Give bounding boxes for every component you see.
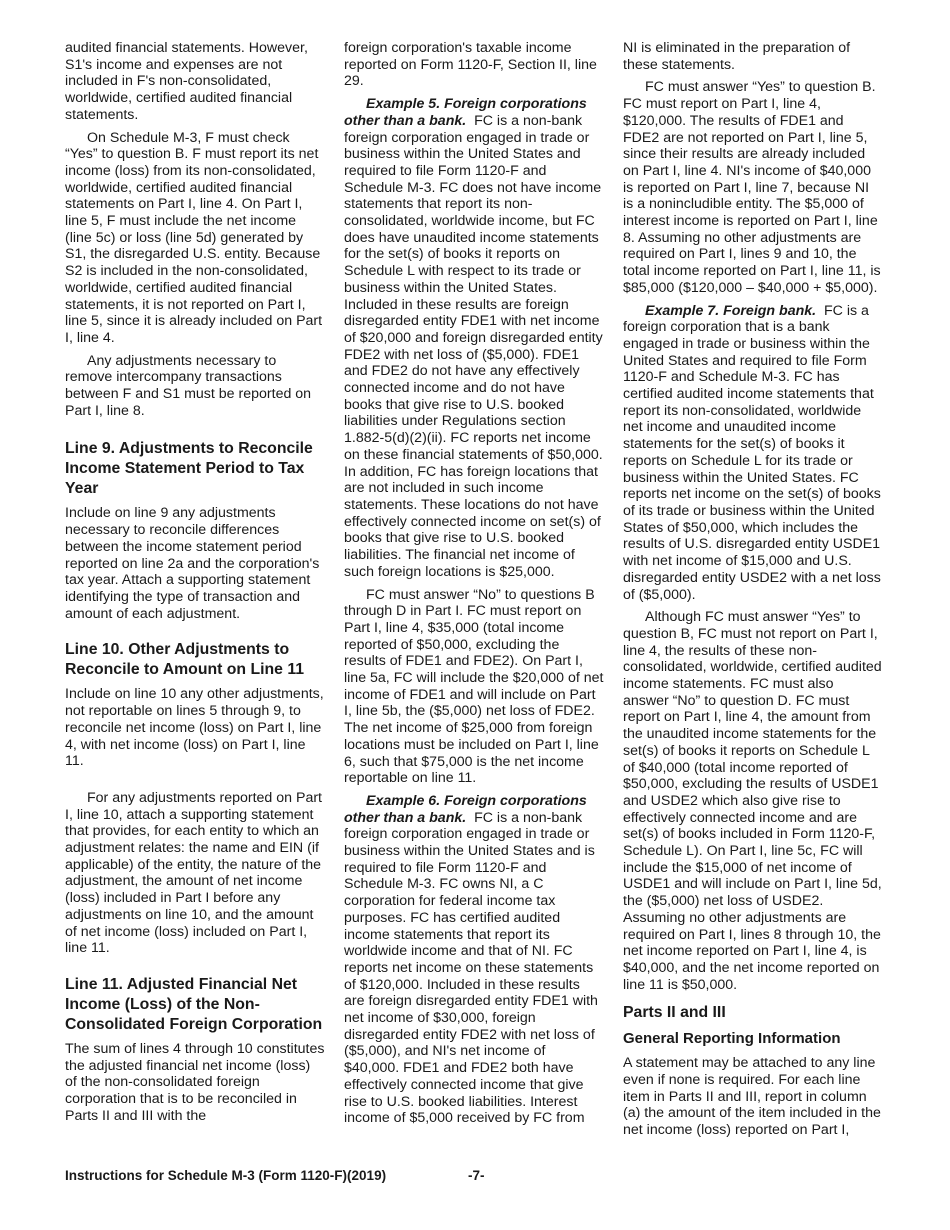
heading-line-9: Line 9. Adjustments to Reconcile Income Statement Period to Tax Year: [65, 440, 313, 498]
example-7-body: FC is a foreign corporation that is a bank engaged in trade or business within the United States and required to file Form 1120-F and Schedule M-3. FC has certified audited income statements that report its non-consolidated, worldwide net income and unaudited income statements for the set(s) of books it reports on Schedule L for its trade or business within the United States. FC reports net income on the set(s) of books of its trade or business within the United States of $50,000, which includes the results of U.S. disregarded entity USDE1 with net income of $15,000 and U.S. disregarded entity USDE2 with a net loss of ($5,000).: [623, 302, 881, 603]
example-7-title: Example 7. Foreign bank.: [645, 302, 817, 319]
heading-parts-ii-iii: Parts II and III: [623, 1004, 726, 1022]
example-7: [623, 303, 883, 604]
paragraph: A statement may be attached to any line even if none is required. For each line item in Parts II and III, report in column (a) the amount of the item included in the net income (loss) reported on Part I,: [623, 1055, 881, 1139]
example-6-title: Example 6. Foreign corporations other than a bank.: [344, 792, 587, 826]
page-number: -7-: [468, 1168, 485, 1183]
heading-line-10: Line 10. Other Adjustments to Reconcile to Amount on Line 11: [65, 641, 305, 679]
paragraph: foreign corporation's taxable income reported on Form 1120-F, Section II, line 29.: [344, 40, 597, 90]
footer-title: Instructions for Schedule M-3 (Form 1120-F)(2019): [65, 1168, 387, 1183]
column-1: [65, 40, 325, 1124]
paragraph: Include on line 9 any adjustments necessary to reconcile differences between the income statement period reported on line 2a and the corporation's tax year. Attach a supporting statement identifying the type of transaction and amount of each adjustment.: [65, 505, 320, 622]
paragraph: For any adjustments reported on Part I, line 10, attach a supporting statement that provides, for each entity to which an adjustment relates: the name and EIN (if applicable) of the entity, the nature of the adjustment, the amount of net income (loss) included in Part I before any adjustments on line 10, and the amount of net income (loss) included on Part I, line 11.: [65, 789, 323, 957]
heading-line-11: Line 11. Adjusted Financial Net Income (Loss) of the Non-Consolidated Foreign Corporation: [65, 975, 323, 1033]
example-6: [344, 793, 604, 1127]
paragraph: The sum of lines 4 through 10 constitutes the adjusted financial net income (loss) of the non-consolidated foreign corporation that is to be reconciled in Parts II and III with the: [65, 1040, 325, 1124]
page-footer: [65, 1168, 885, 1183]
paragraph: Include on line 10 any other adjustments, not reportable on lines 5 through 9, to reconcile net income (loss) on Part I, line 4, with net income (loss) on Part I, line 11.: [65, 686, 324, 770]
paragraph: FC must answer “Yes” to question B. FC must report on Part I, line 4, $120,000. The results of FDE1 and FDE2 are not reported on Part I, line 5, since their results are already included on Part I, line 4. NI's income of $40,000 is reported on Part I, line 7, because NI is a nonincludible entity. The $5,000 of interest income is reported on Part I, line 8. Assuming no other adjustments are required on Part I, lines 9 and 10, the total income reported on Part I, line 11, is $85,000 ($120,000 – $40,000 + $5,000).: [623, 79, 881, 296]
column-2: [344, 40, 604, 1127]
example-5: [344, 96, 604, 580]
paragraph: FC must answer “No” to questions B through D in Part I. FC must report on Part I, line 4, $35,000 (total income reported of $50,000, excluding the results of FDE1 and FDE2). On Part I, line 5a, FC will include the $20,000 of net income of FDE1 and will include on Part I, line 5b, the ($5,000) net loss of FDE2. The net income of $25,000 from foreign locations must be included on Part I, line 6, such that $75,000 is the net income reportable on line 11.: [344, 586, 604, 787]
example-5-body: FC is a non-bank foreign corporation engaged in trade or business within the United States and required to file Form 1120-F and Schedule M-3. FC does not have income statements that report its non-consolidated, worldwide income, but FC does have unaudited income statements for the set(s) of books it reports on Schedule L with respect to its trade or business within the United States. Included in these results are foreign disregarded entity FDE1 with net income of $20,000 and foreign disregarded entity FDE2 with net loss of ($5,000). FDE1 and FDE2 do not have any effectively connected income and do not have books that give rise to U.S. booked liabilities under Regulations section 1.882-5(d)(2)(ii). FC reports net income on these financial statements of $50,000. In addition, FC has foreign locations that are not included in such income statements. These locations do not have effectively connected income on set(s) of books that give rise to U.S. booked liabilities. The financial net income of such foreign locations is $25,000.: [344, 112, 603, 580]
paragraph: Any adjustments necessary to remove intercompany transactions between F and S1 must be reported on Part I, line 8.: [65, 352, 312, 419]
paragraph: audited financial statements. However, S1's income and expenses are not included in F's non-consolidated, worldwide, certified audited financial statements.: [65, 40, 308, 123]
paragraph: Although FC must answer “Yes” to question B, FC must not report on Part I, line 4, the results of these non-consolidated, worldwide, certified audited income statements. FC must also answer “No” to question D. FC must report on Part I, line 4, the amount from the unaudited income statements for the set(s) of books it reports on Schedule L of $40,000 (total income reported of $50,000, excluding the results of USDE1 and USDE2 which also give rise to effectively connected income and are set(s) of books included in Form 1120-F, Schedule L). On Part I, line 5c, FC will include the $15,000 of net income of USDE1 and will include on Part I, line 5d, the ($5,000) net loss of USDE2. Assuming no other adjustments are required on Part I, lines 8 through 10, the net income reported on Part I, line 4, is $40,000, and the net income reported on line 11 is $50,000.: [623, 609, 882, 993]
example-6-body: FC is a non-bank foreign corporation engaged in trade or business within the United States and is required to file Form 1120-F and Schedule M-3. FC owns NI, a C corporation for federal income tax purposes. FC has certified audited income statements that report its worldwide income and that of NI. FC reports net income on these statements of $120,000. Included in these results are foreign disregarded entity FDE1 with net income of $30,000, foreign disregarded entity FDE2 with net loss of ($5,000), and NI's net income of $40,000. FDE1 and FDE2 both have effectively connected income that give rise to U.S. booked liabilities. Interest income of $5,000 received by FC from: [344, 809, 598, 1127]
heading-general-reporting: General Reporting Information: [623, 1030, 841, 1048]
example-5-title: Example 5. Foreign corporations other than a bank.: [344, 96, 587, 129]
paragraph: On Schedule M-3, F must check “Yes” to question B. F must report its net income (loss) from its non-consolidated, worldwide, certified audited financial statements on Part I, line 4. On Part I, line 5, F must include the net income (line 5c) or loss (line 5d) generated by S1, the disregarded U.S. entity. Because S2 is included in the non-consolidated, worldwide, certified audited financial statements, it is not reported on Part I, line 5, since it is already included on Part I, line 4.: [65, 129, 323, 346]
paragraph: NI is eliminated in the preparation of these statements.: [623, 40, 851, 73]
column-3: [623, 40, 883, 1139]
